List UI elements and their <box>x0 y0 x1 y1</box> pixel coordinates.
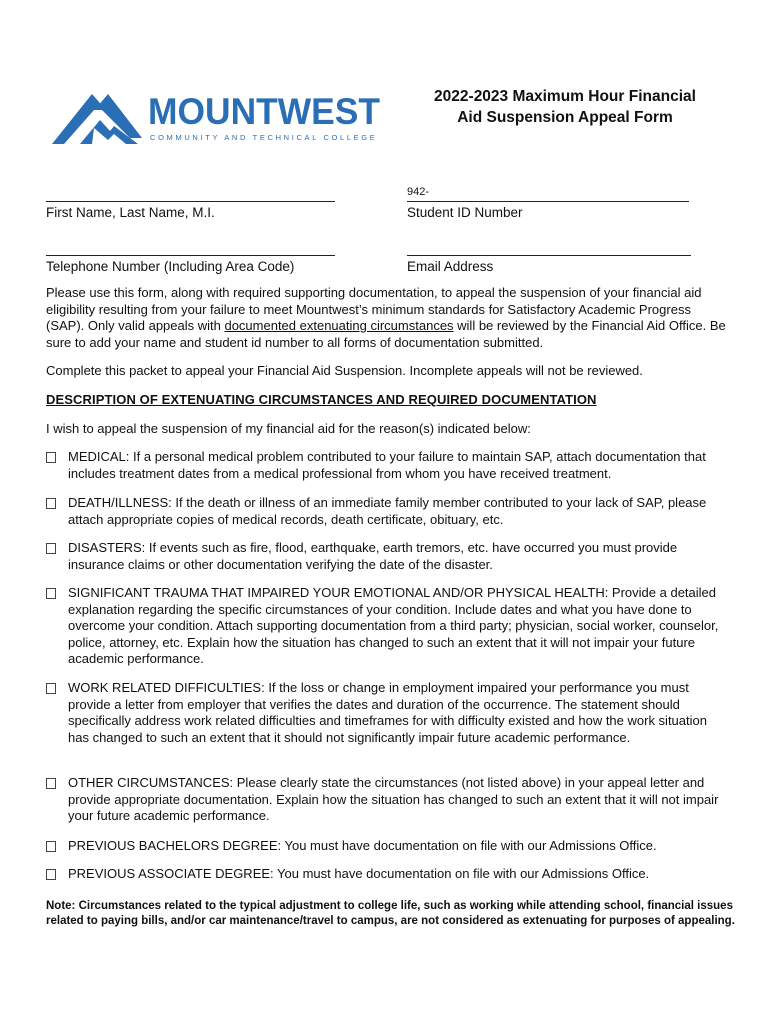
form-title-line-2: Aid Suspension Appeal Form <box>457 109 673 126</box>
complete-packet-paragraph: Complete this packet to appeal your Financial Aid Suspension. Incomplete appeals will not be reviewed. <box>46 363 643 378</box>
checkbox-disasters[interactable] <box>46 543 56 554</box>
reason-disasters <box>46 540 731 573</box>
reason-other <box>46 775 731 825</box>
student-id-prefix: 942- <box>407 186 430 198</box>
intro-underlined-text: documented extenuating circumstances <box>224 318 454 333</box>
intro-text-end: will be reviewed by the Financial Aid Office. Be sure to add your name and student id number to all forms of documentation submitted. <box>46 318 726 350</box>
student-id-field-label: Student ID Number <box>407 205 523 220</box>
reason-death-illness-text: DEATH/ILLNESS: If the death or illness of an immediate family member contributed to your lack of SAP, please attach appropriate copies of medical records, death certificate, obituary, etc. <box>68 495 707 527</box>
checkbox-medical[interactable] <box>46 452 56 463</box>
checkbox-bachelors[interactable] <box>46 841 56 852</box>
name-field-line[interactable] <box>46 186 335 202</box>
email-field[interactable] <box>407 240 691 274</box>
logo-brand-text: MOUNTWEST <box>148 91 381 132</box>
phone-field-label: Telephone Number (Including Area Code) <box>46 259 295 274</box>
checkbox-death-illness[interactable] <box>46 498 56 509</box>
section-heading: DESCRIPTION OF EXTENUATING CIRCUMSTANCES AND REQUIRED DOCUMENTATION <box>46 392 597 407</box>
checkbox-trauma[interactable] <box>46 588 56 599</box>
intro-text-start: Please use this form, along with required supporting documentation, to appeal the suspension of your financial aid eligibility resulting from your failure to meet Mountwest’s minimum standards for Satisfactory Academic Progress (SAP). Only valid appeals with <box>46 285 702 333</box>
student-id-field-line[interactable] <box>407 186 689 202</box>
reason-bachelors <box>46 838 731 855</box>
name-field-label: First Name, Last Name, M.I. <box>46 205 215 220</box>
intro-paragraph <box>46 285 728 351</box>
reason-associate <box>46 866 731 883</box>
reason-associate-text: PREVIOUS ASSOCIATE DEGREE: You must have documentation on file with our Admissions Office. <box>68 866 650 881</box>
mountwest-logo <box>50 88 390 148</box>
phone-field-line[interactable] <box>46 240 335 256</box>
email-field-line[interactable] <box>407 240 691 256</box>
reason-bachelors-text: PREVIOUS BACHELORS DEGREE: You must have documentation on file with our Admissions Office. <box>68 838 657 853</box>
reason-work <box>46 680 731 746</box>
form-title <box>400 86 730 128</box>
form-title-line-1: 2022-2023 Maximum Hour Financial <box>434 88 696 105</box>
reason-other-text: OTHER CIRCUMSTANCES: Please clearly state the circumstances (not listed above) in your appeal letter and provide appropriate documentation. Explain how the situation has changed to such an extent that it will not impair your future academic performance. <box>68 775 719 823</box>
reason-death-illness <box>46 495 731 528</box>
phone-field[interactable] <box>46 240 335 274</box>
reason-work-text: WORK RELATED DIFFICULTIES: If the loss or change in employment impaired your performance you must provide a letter from employer that verifies the dates and duration of the occurrence. The statement should specifically address work related difficulties and timeframes for with difficulty existed and how the work situation has changed to such an extent that it should not significantly impair future academic performance. <box>68 680 707 745</box>
section-lead: I wish to appeal the suspension of my financial aid for the reason(s) indicated below: <box>46 421 531 436</box>
reason-medical <box>46 449 731 482</box>
checkbox-work[interactable] <box>46 683 56 694</box>
checkbox-associate[interactable] <box>46 869 56 880</box>
logo-subtitle-text: COMMUNITY AND TECHNICAL COLLEGE <box>150 133 378 142</box>
name-field[interactable] <box>46 186 335 220</box>
reason-disasters-text: DISASTERS: If events such as fire, flood, earthquake, earth tremors, etc. have occurred you must provide insurance claims or other documentation verifying the date of the disaster. <box>68 540 678 572</box>
checkbox-other[interactable] <box>46 778 56 789</box>
note-text: Note: Circumstances related to the typical adjustment to college life, such as working while attending school, financial issues related to paying bills, and/or car maintenance/travel to campus, are not considered as extenuating for purposes of appealing. <box>46 900 735 927</box>
reason-trauma-text: SIGNIFICANT TRAUMA THAT IMPAIRED YOUR EMOTIONAL AND/OR PHYSICAL HEALTH: Provide a detailed explanation regarding the specific circumstances of your condition. Include dates and what you have done to overcome your condition. Attach supporting documentation from a third party; physician, social worker, counselor, police, attorney, etc. Explain how the situation has changed to such an extent that it will not impair your future academic performance. <box>68 585 719 666</box>
mountain-logo-icon <box>50 88 390 148</box>
student-id-field[interactable] <box>407 186 689 220</box>
reason-medical-text: MEDICAL: If a personal medical problem contributed to your failure to maintain SAP, attach documentation that includes treatment dates from a medical professional from whom you have received treatment. <box>68 449 706 481</box>
reason-trauma <box>46 585 731 668</box>
email-field-label: Email Address <box>407 259 494 274</box>
